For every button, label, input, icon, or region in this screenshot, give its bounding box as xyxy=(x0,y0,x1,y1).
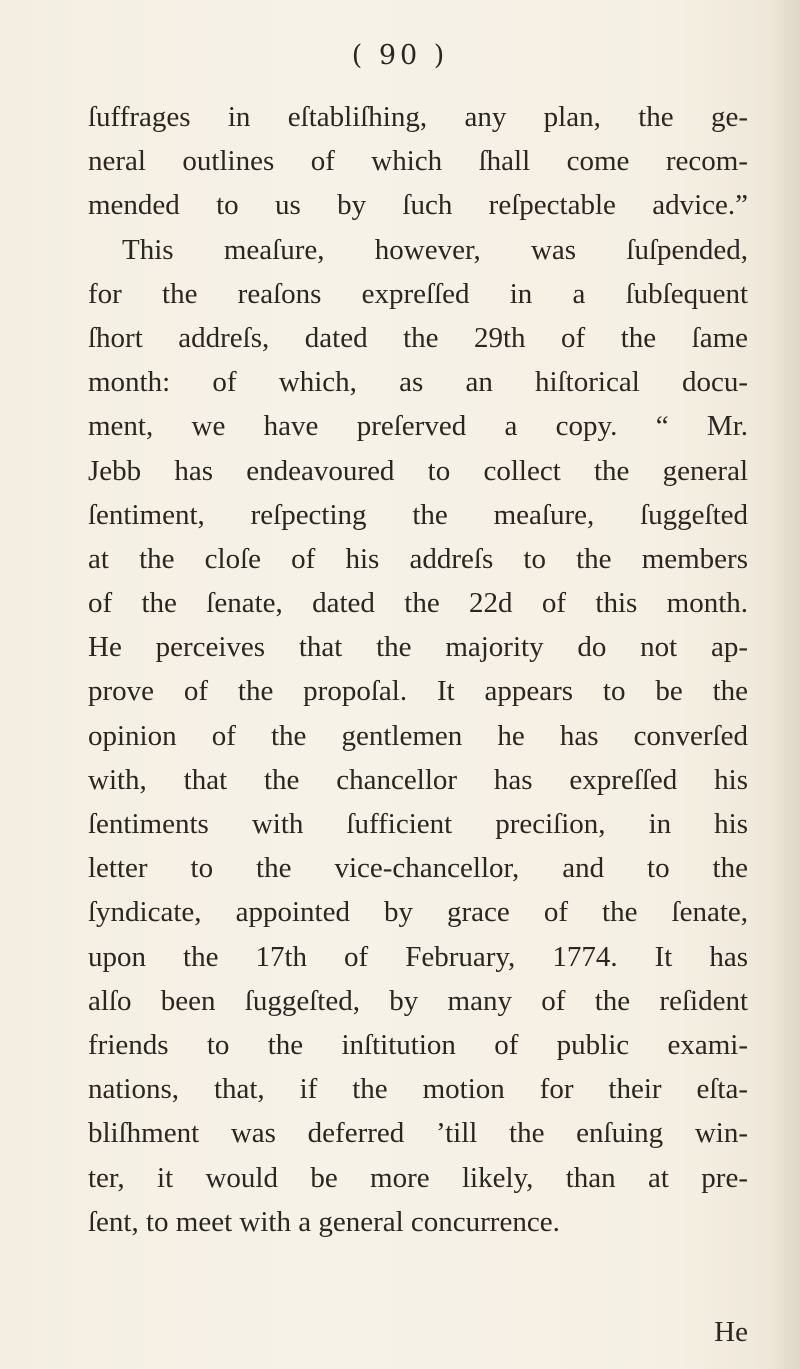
text-line: month: of which, as an hiſtorical docu- xyxy=(88,366,748,399)
text-line: ſyndicate, appointed by grace of the ſenate, xyxy=(88,896,748,929)
text-line: friends to the inſtitution of public exami- xyxy=(88,1028,748,1061)
text-line: bliſhment was deferred ’till the enſuing win- xyxy=(88,1117,748,1150)
text-line: opinion of the gentlemen he has converſed xyxy=(88,719,748,752)
text-line: at the cloſe of his addreſs to the members xyxy=(88,542,748,575)
text-line: He perceives that the majority do not ap- xyxy=(88,631,748,664)
page-edge-shadow xyxy=(772,0,800,1369)
text-line: ſent, to meet with a general concurrence. xyxy=(88,1205,560,1238)
text-line: ter, it would be more likely, than at pre- xyxy=(88,1161,748,1194)
text-line: ſentiment, reſpecting the meaſure, ſuggeſted xyxy=(88,498,748,531)
text-line: ſuffrages in eſtabliſhing, any plan, the ge- xyxy=(88,101,748,133)
text-line: This meaſure, however, was ſuſpended, xyxy=(122,233,748,266)
text-line: ſentiments with ſufficient preciſion, in his xyxy=(88,808,748,840)
text-line: with, that the chancellor has expreſſed his xyxy=(88,763,748,796)
text-line: prove of the propoſal. It appears to be the xyxy=(88,675,748,708)
text-line: letter to the vice-chancellor, and to the xyxy=(88,852,748,885)
text-line: ment, we have preſerved a copy. “ Mr. xyxy=(88,410,748,443)
text-line: for the reaſons expreſſed in a ſubſequent xyxy=(88,277,748,310)
text-line: mended to us by ſuch reſpectable advice.” xyxy=(88,189,748,222)
body-text xyxy=(88,95,748,1244)
catchword: He xyxy=(714,1316,748,1348)
text-line: nations, that, if the motion for their eſta- xyxy=(88,1073,748,1106)
text-line: upon the 17th of February, 1774. It has xyxy=(88,940,748,973)
page-number: ( 90 ) xyxy=(351,40,449,71)
text-line: neral outlines of which ſhall come recom- xyxy=(88,145,748,178)
text-line: Jebb has endeavoured to collect the general xyxy=(88,454,748,487)
text-line: of the ſenate, dated the 22d of this month. xyxy=(88,587,748,620)
text-line: alſo been ſuggeſted, by many of the reſident xyxy=(88,984,748,1017)
text-line: ſhort addreſs, dated the 29th of the ſame xyxy=(88,321,748,354)
